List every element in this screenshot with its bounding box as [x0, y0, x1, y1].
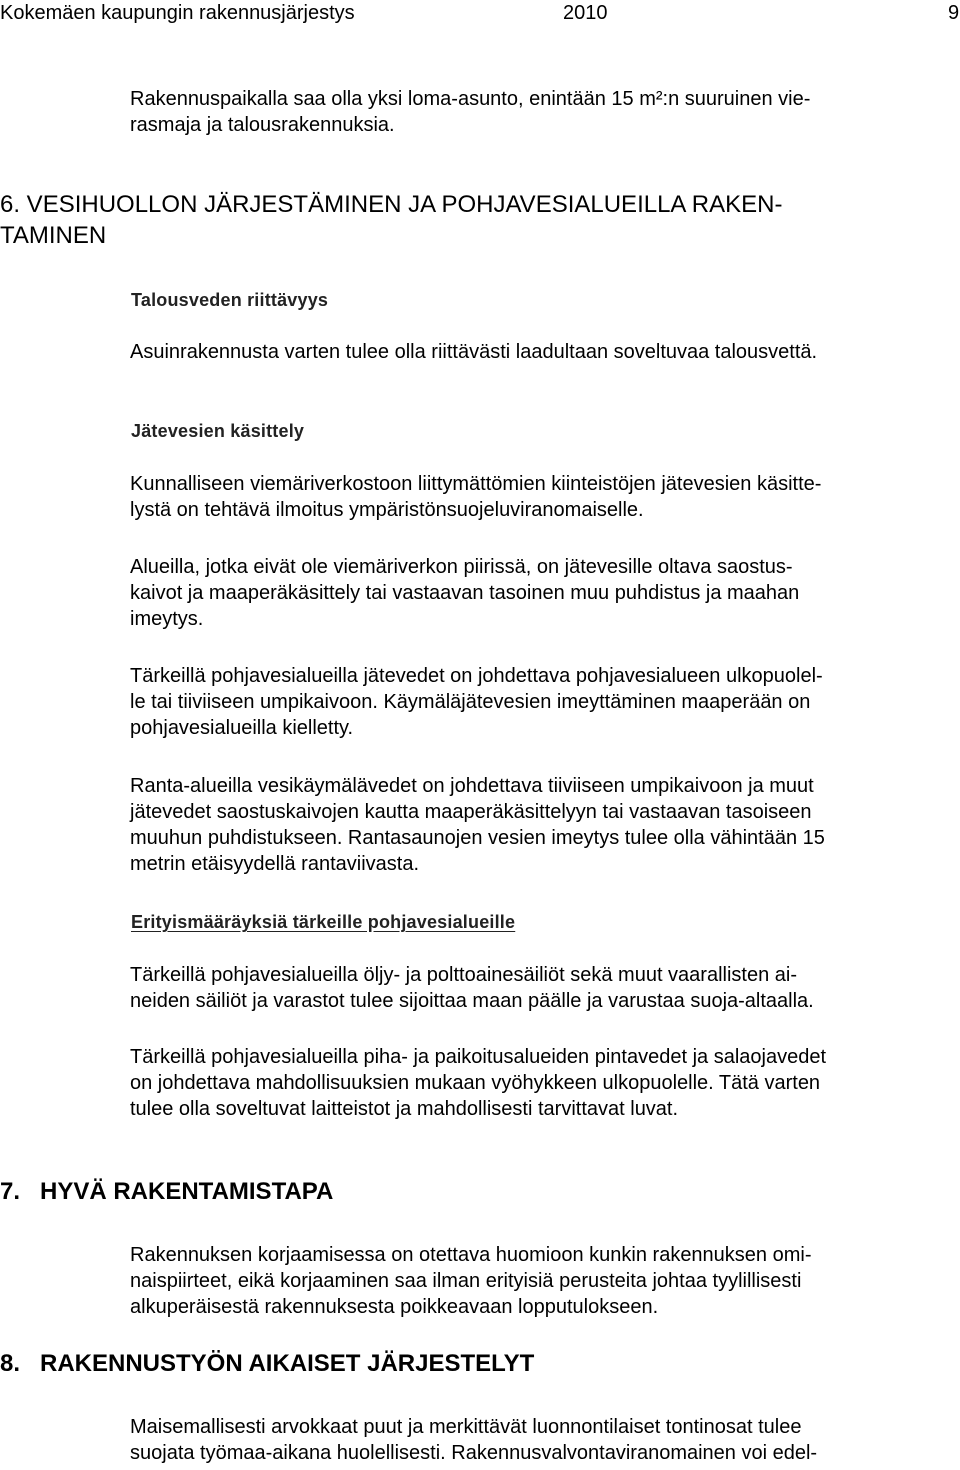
document-title: Kokemäen kaupungin rakennusjärjestys — [0, 2, 355, 24]
heading-line: TAMINEN — [0, 222, 107, 249]
text-line: kaivot ja maaperäkäsittely tai vastaavan tasoinen muu puhdistus ja maahan — [130, 582, 800, 604]
section-title: RAKENNUSTYÖN AIKAISET JÄRJESTELYT — [40, 1350, 535, 1377]
text-line: rasmaja ja talousrakennuksia. — [130, 114, 395, 136]
text-line: alkuperäisestä rakennuksesta poikkeavaan lopputulokseen. — [130, 1296, 659, 1318]
paragraph-wastewater-2 — [130, 554, 942, 632]
text-line: neiden säiliöt ja varastot tulee sijoittaa maan päälle ja varustaa suoja-altaalla. — [130, 990, 814, 1012]
page-header — [0, 0, 960, 26]
intro-paragraph — [130, 86, 942, 138]
text-line: Maisemallisesti arvokkaat puut ja merkittävät luonnontilaiset tontinosat tulee — [130, 1416, 802, 1438]
subheading-water-sufficiency: Talousveden riittävyys — [131, 290, 329, 310]
text-line: Rakennuksen korjaamisessa on otettava huomioon kunkin rakennuksen omi- — [130, 1244, 812, 1266]
paragraph-wastewater-1 — [130, 471, 942, 523]
paragraph-good-building-practice — [130, 1242, 942, 1320]
text-line: suojata työmaa-aikana huolellisesti. Rakennusvalvontaviranomainen voi edel- — [130, 1442, 818, 1464]
subheading-wastewater: Jätevesien käsittely — [131, 421, 305, 441]
paragraph-wastewater-4 — [130, 773, 942, 877]
paragraph-groundwater-1 — [130, 962, 942, 1014]
text-line: lystä on tehtävä ilmoitus ympäristönsuojeluviranomaiselle. — [130, 499, 644, 521]
text-line: Tärkeillä pohjavesialueilla piha- ja paikoitusalueiden pintavedet ja salaojavedet — [130, 1046, 827, 1068]
section-title: HYVÄ RAKENTAMISTAPA — [40, 1178, 334, 1205]
text-line: metrin etäisyydellä rantaviivasta. — [130, 853, 420, 875]
text-line: pohjavesialueilla kielletty. — [130, 717, 354, 739]
section-6-heading — [0, 189, 782, 251]
text-line: Kunnalliseen viemäriverkostoon liittymättömien kiinteistöjen jätevesien käsitte- — [130, 473, 822, 495]
text-line: muuhun puhdistukseen. Rantasaunojen vesien imeytys tulee olla vähintään 15 — [130, 827, 825, 849]
text-line: Ranta-alueilla vesikäymälävedet on johdettava tiiviiseen umpikaivoon ja muut — [130, 775, 814, 797]
section-7-heading — [0, 1177, 333, 1207]
text-line: Tärkeillä pohjavesialueilla öljy- ja polttoainesäiliöt sekä muut vaarallisten ai- — [130, 964, 798, 986]
subheading-groundwater-special-rules: Erityismääräyksiä tärkeille pohjavesialueille — [131, 912, 516, 932]
text-line: tulee olla soveltuvat laitteistot ja mahdollisesti tarvittavat luvat. — [130, 1098, 679, 1120]
document-year: 2010 — [563, 2, 608, 24]
page-number: 9 — [948, 2, 960, 24]
heading-line: 6. VESIHUOLLON JÄRJESTÄMINEN JA POHJAVESIALUEILLA RAKEN- — [0, 191, 783, 218]
text-line: le tai tiiviiseen umpikaivoon. Käymäläjätevesien imeyttäminen maaperään on — [130, 691, 811, 713]
section-number: 7. — [0, 1178, 21, 1205]
paragraph-water-sufficiency — [130, 339, 942, 365]
text-line: jätevedet saostuskaivojen kautta maaperäkäsittelyyn tai vastaavan tasoiseen — [130, 801, 812, 823]
text-line: Rakennuspaikalla saa olla yksi loma-asunto, enintään 15 m²:n suuruinen vie- — [130, 88, 811, 110]
text-line: naispiirteet, eikä korjaaminen saa ilman erityisiä perusteita johtaa tyylillisesti — [130, 1270, 802, 1292]
paragraph-wastewater-3 — [130, 663, 942, 741]
paragraph-construction-arrangements — [130, 1414, 942, 1466]
text-line: on johdettava mahdollisuuksien mukaan vyöhykkeen ulkopuolelle. Tätä varten — [130, 1072, 821, 1094]
section-number: 8. — [0, 1350, 21, 1377]
text-line: Alueilla, jotka eivät ole viemäriverkon piirissä, on jätevesille oltava saostus- — [130, 556, 793, 578]
text-line: Tärkeillä pohjavesialueilla jätevedet on johdettava pohjavesialueen ulkopuolel- — [130, 665, 823, 687]
text-line: Asuinrakennusta varten tulee olla riittävästi laadultaan soveltuvaa talousvettä. — [130, 341, 818, 363]
text-line: imeytys. — [130, 608, 204, 630]
section-8-heading — [0, 1349, 534, 1379]
paragraph-groundwater-2 — [130, 1044, 942, 1122]
